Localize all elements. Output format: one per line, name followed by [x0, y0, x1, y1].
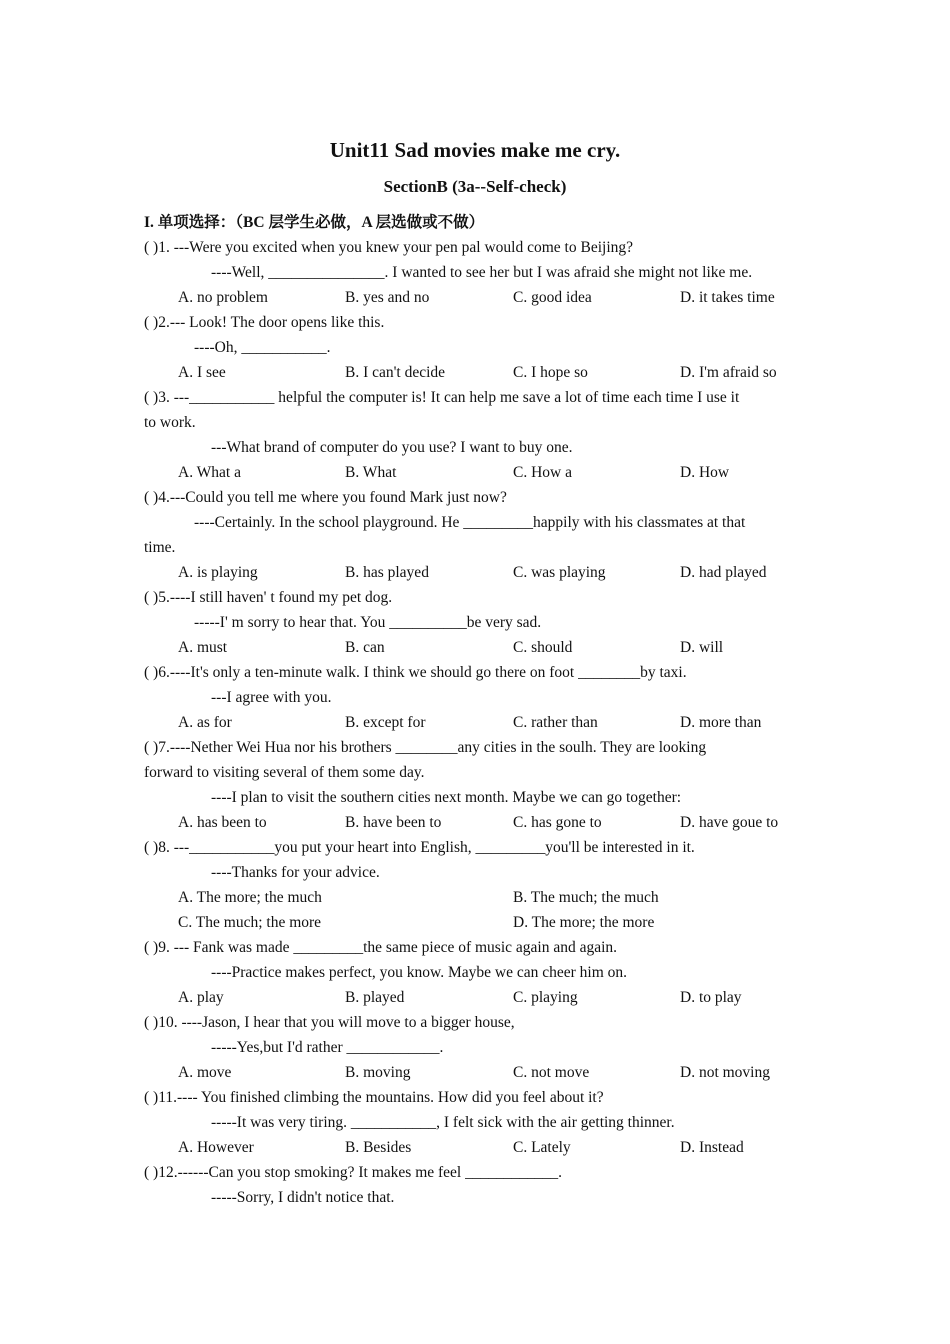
question-3-stem: ( )3. ---___________ helpful the computer is! It can help me save a lot of time each time I use it	[144, 389, 740, 406]
option-a: A. as for	[178, 714, 232, 731]
option-c: C. I hope so	[513, 364, 588, 381]
option-c: C. has gone to	[513, 814, 602, 831]
question-9-options	[144, 985, 806, 1010]
option-b: B. except for	[345, 714, 426, 731]
question-7-reply: ----I plan to visit the southern cities next month. Maybe we can go together:	[211, 789, 682, 806]
option-b: B. can	[345, 639, 385, 656]
option-a: A. is playing	[178, 564, 258, 581]
option-a: A. The more; the much	[178, 889, 322, 906]
option-a: A. has been to	[178, 814, 267, 831]
question-6-reply: ---I agree with you.	[211, 689, 332, 706]
option-b: B. The much; the much	[513, 889, 659, 906]
option-c: C. good idea	[513, 289, 592, 306]
option-c: C. How a	[513, 464, 572, 481]
question-8-reply: ----Thanks for your advice.	[211, 864, 380, 881]
question-11-reply: -----It was very tiring. ___________, I felt sick with the air getting thinner.	[211, 1114, 675, 1131]
question-2-stem: ( )2.--- Look! The door opens like this.	[144, 314, 385, 331]
option-d: D. The more; the more	[513, 914, 655, 931]
question-4-reply-cont: time.	[144, 539, 176, 556]
option-a: A. must	[178, 639, 228, 656]
question-10-stem: ( )10. ----Jason, I hear that you will move to a bigger house,	[144, 1014, 515, 1031]
option-a: A. play	[178, 989, 224, 1006]
option-b: B. have been to	[345, 814, 442, 831]
option-d: D. I'm afraid so	[680, 364, 777, 381]
option-b: B. What	[345, 464, 397, 481]
option-a: A. I see	[178, 364, 226, 381]
question-9-stem: ( )9. --- Fank was made _________the same piece of music again and again.	[144, 939, 618, 956]
question-8-options-row-2	[144, 910, 806, 935]
option-b: B. moving	[345, 1064, 411, 1081]
question-3-reply: ---What brand of computer do you use? I want to buy one.	[211, 439, 573, 456]
question-6-options	[144, 710, 806, 735]
option-c: C. was playing	[513, 564, 606, 581]
option-d: D. Instead	[680, 1139, 744, 1156]
option-d: D. How	[680, 464, 730, 481]
question-4-reply: ----Certainly. In the school playground. He _________happily with his classmates at that	[194, 514, 746, 531]
option-d: D. not moving	[680, 1064, 770, 1081]
question-7-options	[144, 810, 806, 835]
question-2-options	[144, 360, 806, 385]
question-1-stem: ( )1. ---Were you excited when you knew your pen pal would come to Beijing?	[144, 239, 634, 256]
option-a: A. no problem	[178, 289, 268, 306]
page-subtitle: SectionB (3a--Self-check)	[383, 177, 567, 196]
option-b: B. I can't decide	[345, 364, 446, 381]
question-7-stem-cont: forward to visiting several of them some day.	[144, 764, 425, 781]
exercise-content	[144, 210, 806, 1210]
question-8-stem: ( )8. ---___________you put your heart into English, _________you'll be interested in it.	[144, 839, 695, 856]
option-a: A. However	[178, 1139, 254, 1156]
option-d: D. to play	[680, 989, 742, 1006]
question-8-options-row-1	[144, 885, 806, 910]
question-4-options	[144, 560, 806, 585]
question-3-options	[144, 460, 806, 485]
option-d: D. have goue to	[680, 814, 779, 831]
option-a: A. move	[178, 1064, 232, 1081]
question-12-reply: -----Sorry, I didn't notice that.	[211, 1189, 395, 1206]
section-heading: I. 单项选择：（BC 层学生必做，A 层选做或不做）	[144, 214, 485, 231]
question-2-reply: ----Oh, ___________.	[194, 339, 331, 356]
option-c: C. not move	[513, 1064, 590, 1081]
option-c: C. should	[513, 639, 573, 656]
option-b: B. has played	[345, 564, 429, 581]
question-12-stem: ( )12.------Can you stop smoking? It makes me feel ____________.	[144, 1164, 562, 1181]
option-c: C. The much; the more	[178, 914, 322, 931]
option-b: B. yes and no	[345, 289, 430, 306]
option-d: D. it takes time	[680, 289, 775, 306]
question-7-stem: ( )7.----Nether Wei Hua nor his brothers ________any cities in the soulh. They are looking	[144, 739, 707, 756]
page-title: Unit11 Sad movies make me cry.	[329, 138, 621, 162]
question-10-options	[144, 1060, 806, 1085]
question-5-options	[144, 635, 806, 660]
option-c: C. rather than	[513, 714, 598, 731]
question-10-reply: -----Yes,but I'd rather ____________.	[211, 1039, 444, 1056]
question-1-options	[144, 285, 806, 310]
question-11-options	[144, 1135, 806, 1160]
question-5-reply: -----I' m sorry to hear that. You __________be very sad.	[194, 614, 542, 631]
option-c: C. playing	[513, 989, 578, 1006]
option-a: A. What a	[178, 464, 241, 481]
option-d: D. had played	[680, 564, 767, 581]
option-c: C. Lately	[513, 1139, 571, 1156]
option-b: B. played	[345, 989, 405, 1006]
question-3-stem-cont: to work.	[144, 414, 196, 431]
option-b: B. Besides	[345, 1139, 412, 1156]
question-5-stem: ( )5.----I still haven' t found my pet dog.	[144, 589, 393, 606]
option-d: D. will	[680, 639, 724, 656]
question-11-stem: ( )11.---- You finished climbing the mountains. How did you feel about it?	[144, 1089, 604, 1106]
question-4-stem: ( )4.---Could you tell me where you found Mark just now?	[144, 489, 507, 506]
question-6-stem: ( )6.----It's only a ten-minute walk. I think we should go there on foot ________by taxi.	[144, 664, 687, 681]
question-1-reply: ----Well, _______________. I wanted to see her but I was afraid she might not like me.	[211, 264, 753, 281]
question-9-reply: ----Practice makes perfect, you know. Maybe we can cheer him on.	[211, 964, 628, 981]
option-d: D. more than	[680, 714, 762, 731]
